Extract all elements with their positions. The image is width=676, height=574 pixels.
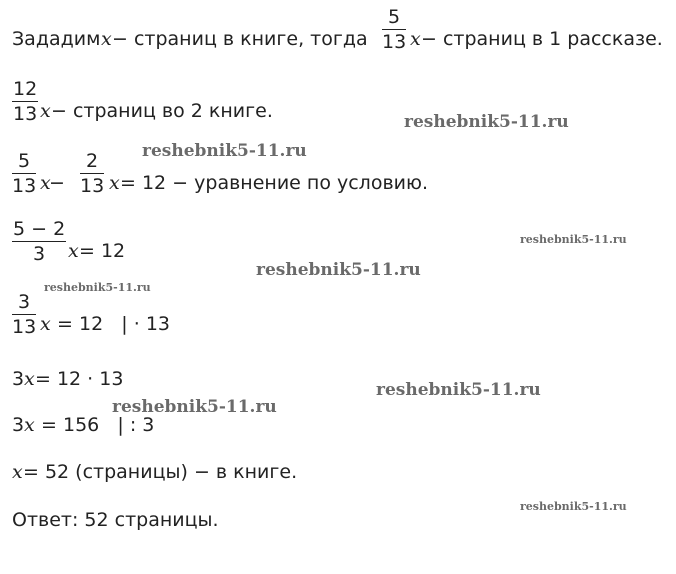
fraction-numerator: 12: [13, 78, 38, 100]
watermark: reshebnik5-11.ru: [112, 397, 277, 417]
line-6-prefix: 3: [12, 368, 25, 390]
line-6-variable: x: [24, 368, 35, 390]
line-3-text-after: = 12 − уравнение по условию.: [120, 172, 429, 194]
line-3-fraction-1: [12, 150, 36, 197]
fraction-denominator: 13: [12, 175, 37, 197]
line-1-variable-2: x: [410, 28, 421, 50]
watermark: reshebnik5-11.ru: [256, 260, 421, 280]
line-4-text-after: = 12: [79, 240, 126, 262]
line-2-variable: x: [40, 100, 51, 122]
line-3-minus: −: [49, 172, 65, 194]
line-3-variable-2: x: [109, 172, 120, 194]
fraction-denominator: 13: [382, 31, 407, 53]
line-1-text-before: Зададим: [12, 28, 101, 50]
fraction-denominator: 13: [80, 175, 105, 197]
line-4-variable: x: [68, 240, 79, 262]
line-5-text-after: = 12 | · 13: [51, 313, 170, 335]
line-4-fraction: [12, 218, 66, 265]
watermark: reshebnik5-11.ru: [520, 500, 627, 513]
line-6-text-after: = 12 · 13: [35, 368, 124, 390]
line-3-variable-1: x: [40, 172, 51, 194]
line-5-variable: x: [40, 313, 51, 335]
line-8-variable: x: [12, 461, 23, 483]
watermark: reshebnik5-11.ru: [44, 281, 151, 294]
answer-text: Ответ: 52 страницы.: [12, 509, 219, 531]
line-8-text-after: = 52 (страницы) − в книге.: [23, 461, 298, 483]
line-1-text-mid: − страниц в книге, тогда: [112, 28, 368, 50]
line-2-fraction: [12, 78, 38, 125]
fraction-denominator: 3: [33, 243, 46, 265]
watermark: reshebnik5-11.ru: [142, 141, 307, 161]
watermark: reshebnik5-11.ru: [520, 233, 627, 246]
watermark: reshebnik5-11.ru: [376, 380, 541, 400]
fraction-denominator: 13: [13, 103, 38, 125]
watermark: reshebnik5-11.ru: [404, 112, 569, 132]
line-1-variable: x: [101, 28, 112, 50]
fraction-denominator: 13: [12, 316, 37, 338]
line-7-prefix: 3: [12, 414, 25, 436]
fraction-numerator: 5: [388, 6, 401, 28]
fraction-numerator: 5 − 2: [13, 218, 66, 240]
line-1-text-after: − страниц в 1 рассказе.: [421, 28, 663, 50]
line-1-fraction: [382, 6, 406, 53]
line-7-variable: x: [24, 414, 35, 436]
fraction-numerator: 3: [18, 291, 31, 313]
line-2-text-after: − страниц во 2 книге.: [51, 100, 273, 122]
fraction-numerator: 2: [86, 150, 99, 172]
line-7-text-after: = 156 | : 3: [35, 414, 155, 436]
line-5-fraction: [12, 291, 36, 338]
line-3-fraction-2: [80, 150, 104, 197]
fraction-numerator: 5: [18, 150, 31, 172]
